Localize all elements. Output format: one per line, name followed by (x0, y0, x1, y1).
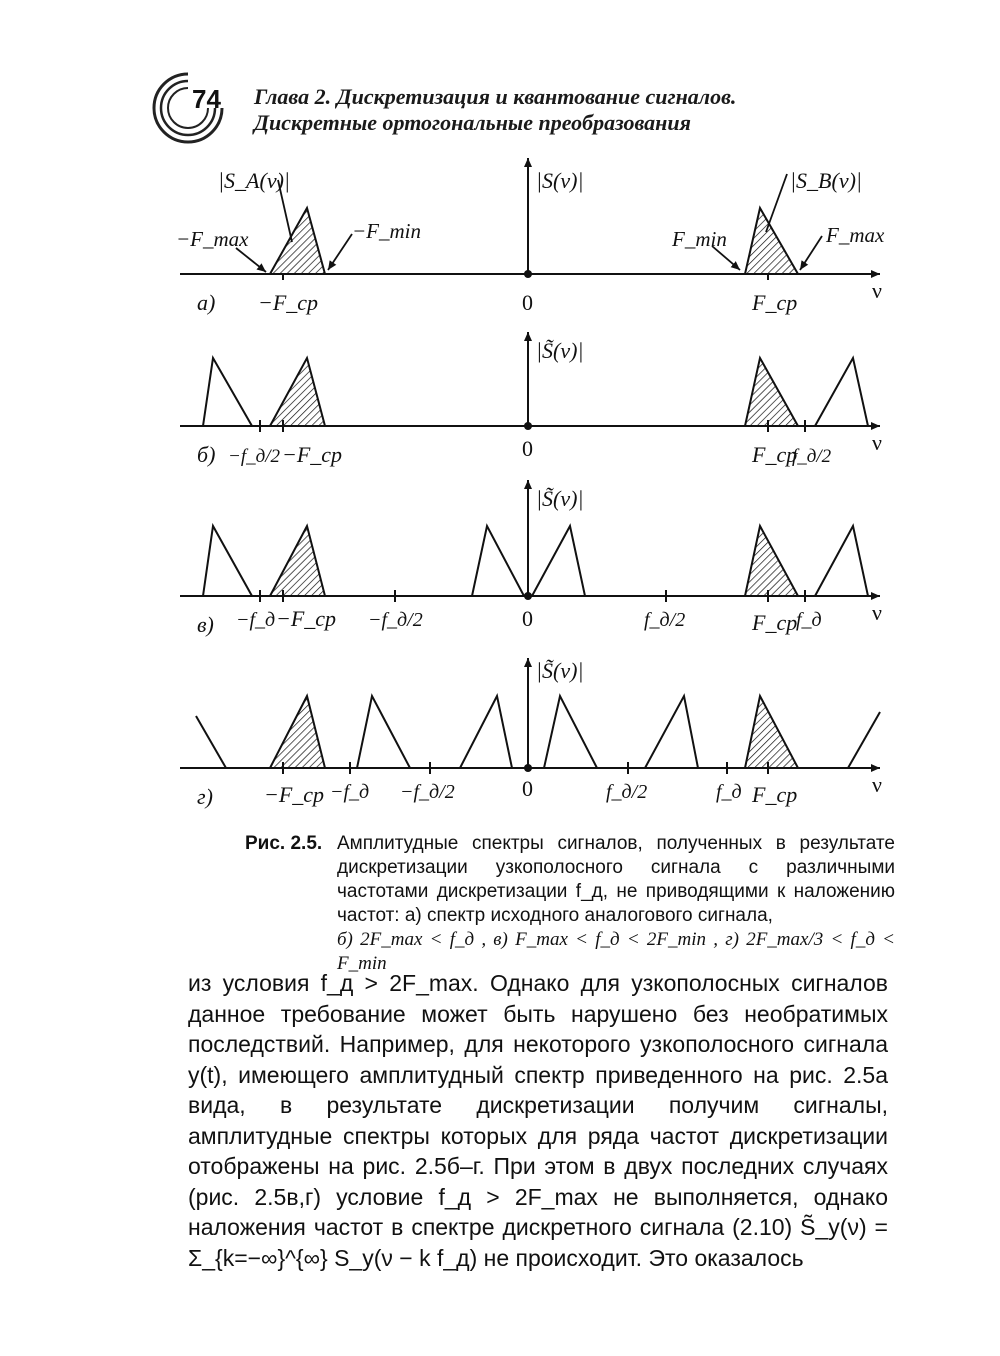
panel-c-spectrum-positive (745, 526, 798, 596)
panel-d-axis-nu: ν (872, 772, 882, 797)
panel-d (180, 658, 882, 809)
panel-b-spectrum-negative (270, 358, 325, 426)
chapter-title-line1: Глава 2. Дискретизация и квантование сигналов. (254, 84, 737, 109)
panel-a-fmin: F_min (672, 227, 727, 251)
panel-a-spectrum-negative (270, 208, 325, 274)
panel-c (180, 480, 882, 637)
panel-d-tick-fd-half: f_д/2 (606, 781, 648, 803)
panel-b (180, 332, 882, 467)
panel-a (176, 158, 885, 315)
panel-a-fmax: F_max (826, 223, 885, 247)
panel-b-tick-neg-fcp: −F_ср (282, 442, 343, 467)
panel-c-ylabel: |S̃(ν)| (536, 486, 584, 511)
panel-a-axis-nu: ν (872, 278, 882, 303)
chapter-title (254, 84, 736, 136)
panel-b-spectrum-positive (745, 358, 798, 426)
panel-b-image-right (815, 358, 868, 426)
panel-d-spectrum-positive (745, 696, 798, 768)
panel-c-tick-neg-fd: −f_д (236, 609, 276, 631)
panel-a-tick-neg-fcp: −F_ср (258, 290, 319, 315)
panel-d-tick-neg-fcp: −F_ср (264, 782, 325, 807)
panel-d-tick-fcp: F_ср (752, 782, 798, 807)
spectra-diagram (0, 150, 1000, 830)
panel-c-tick-fd-half: f_д/2 (644, 609, 686, 631)
panel-b-image-left (203, 358, 252, 426)
panel-c-tick-neg-fd-half: −f_д/2 (368, 609, 423, 631)
panel-d-tick-zero: 0 (522, 776, 533, 801)
page-header (170, 78, 930, 158)
panel-c-spectrum-negative (270, 526, 325, 596)
panel-a-letter: а) (197, 290, 216, 315)
chapter-title-line2: Дискретные ортогональные преобразования (254, 110, 691, 135)
caption-formula: б) 2F_max < f_д , в) F_max < f_д < 2F_min , г) 2F_max/3 < f_д < F_min (337, 929, 895, 974)
panel-a-ylabel: |S(ν)| (536, 168, 584, 193)
panel-c-letter: в) (197, 612, 214, 637)
panel-a-neg-fmin: −F_min (352, 219, 421, 243)
panel-a-sb-label: |S_B(ν)| (790, 168, 862, 193)
panel-b-tick-fcp: F_ср (752, 442, 798, 467)
panel-b-tick-neg-fd-half: −f_д/2 (228, 446, 280, 467)
caption-text: Амплитудные спектры сигналов, полученных в результате дискретизации узкополосного сигнала с различными частотами дискретизации f_д, не приводящими к наложению частот: а) спектр исходного аналогового сигнала, (337, 833, 895, 926)
panel-c-tick-zero: 0 (522, 606, 533, 631)
caption-label: Рис. 2.5. (245, 833, 323, 854)
panel-a-tick-fcp: F_ср (752, 290, 798, 315)
panel-a-neg-fmax: −F_max (176, 227, 249, 251)
panel-b-axis-nu: ν (872, 430, 882, 455)
panel-d-ylabel: |S̃(ν)| (536, 658, 584, 683)
body-paragraph: из условия f_д > 2F_max. Однако для узкополосных сигналов данное требование может быть нарушено без необратимых последствий. Например, для некоторого узкополосного сигнала y(t), имеющего амплитудный спектр приведенного на рис. 2.5а вида, в результате дискретизации получим сигналы, амплитудные спектры которых для ряда частот дискретизации отображены на рис. 2.5б–г. При этом в двух последних случаях (рис. 2.5в,г) условие f_д > 2F_max не выполняется, однако наложения частот в спектре дискретного сигнала (2.10) S̃_y(ν) = Σ_{k=−∞}^{∞} S_y(ν − k f_д) не происходит. Это оказалось (188, 970, 888, 1271)
panel-d-tick-neg-fd: −f_д (330, 781, 370, 803)
panel-d-spectrum-negative (270, 696, 325, 768)
panel-d-tick-fd: f_д (716, 781, 742, 803)
panel-a-sa-label: |S_A(ν)| (218, 168, 290, 193)
panel-b-tick-fd-half: f_д/2 (792, 446, 832, 467)
panel-a-origin (524, 270, 532, 278)
panel-a-tick-zero: 0 (522, 290, 533, 315)
panel-c-tick-fd: f_д (796, 609, 822, 631)
page-number: 74 (192, 84, 221, 114)
panel-b-letter: б) (197, 442, 216, 467)
panel-b-tick-zero: 0 (522, 436, 533, 461)
panel-b-ylabel: |S̃(ν)| (536, 338, 584, 363)
body-text (188, 968, 888, 1273)
figure-2-5 (0, 150, 1000, 830)
panel-d-letter: г) (197, 784, 213, 809)
panel-c-axis-nu: ν (872, 600, 882, 625)
figure-caption (245, 832, 895, 976)
panel-c-tick-fcp: F_ср (752, 610, 798, 635)
panel-d-tick-neg-fd-half: −f_д/2 (400, 781, 455, 803)
panel-c-tick-neg-fcp: −F_ср (276, 606, 337, 631)
